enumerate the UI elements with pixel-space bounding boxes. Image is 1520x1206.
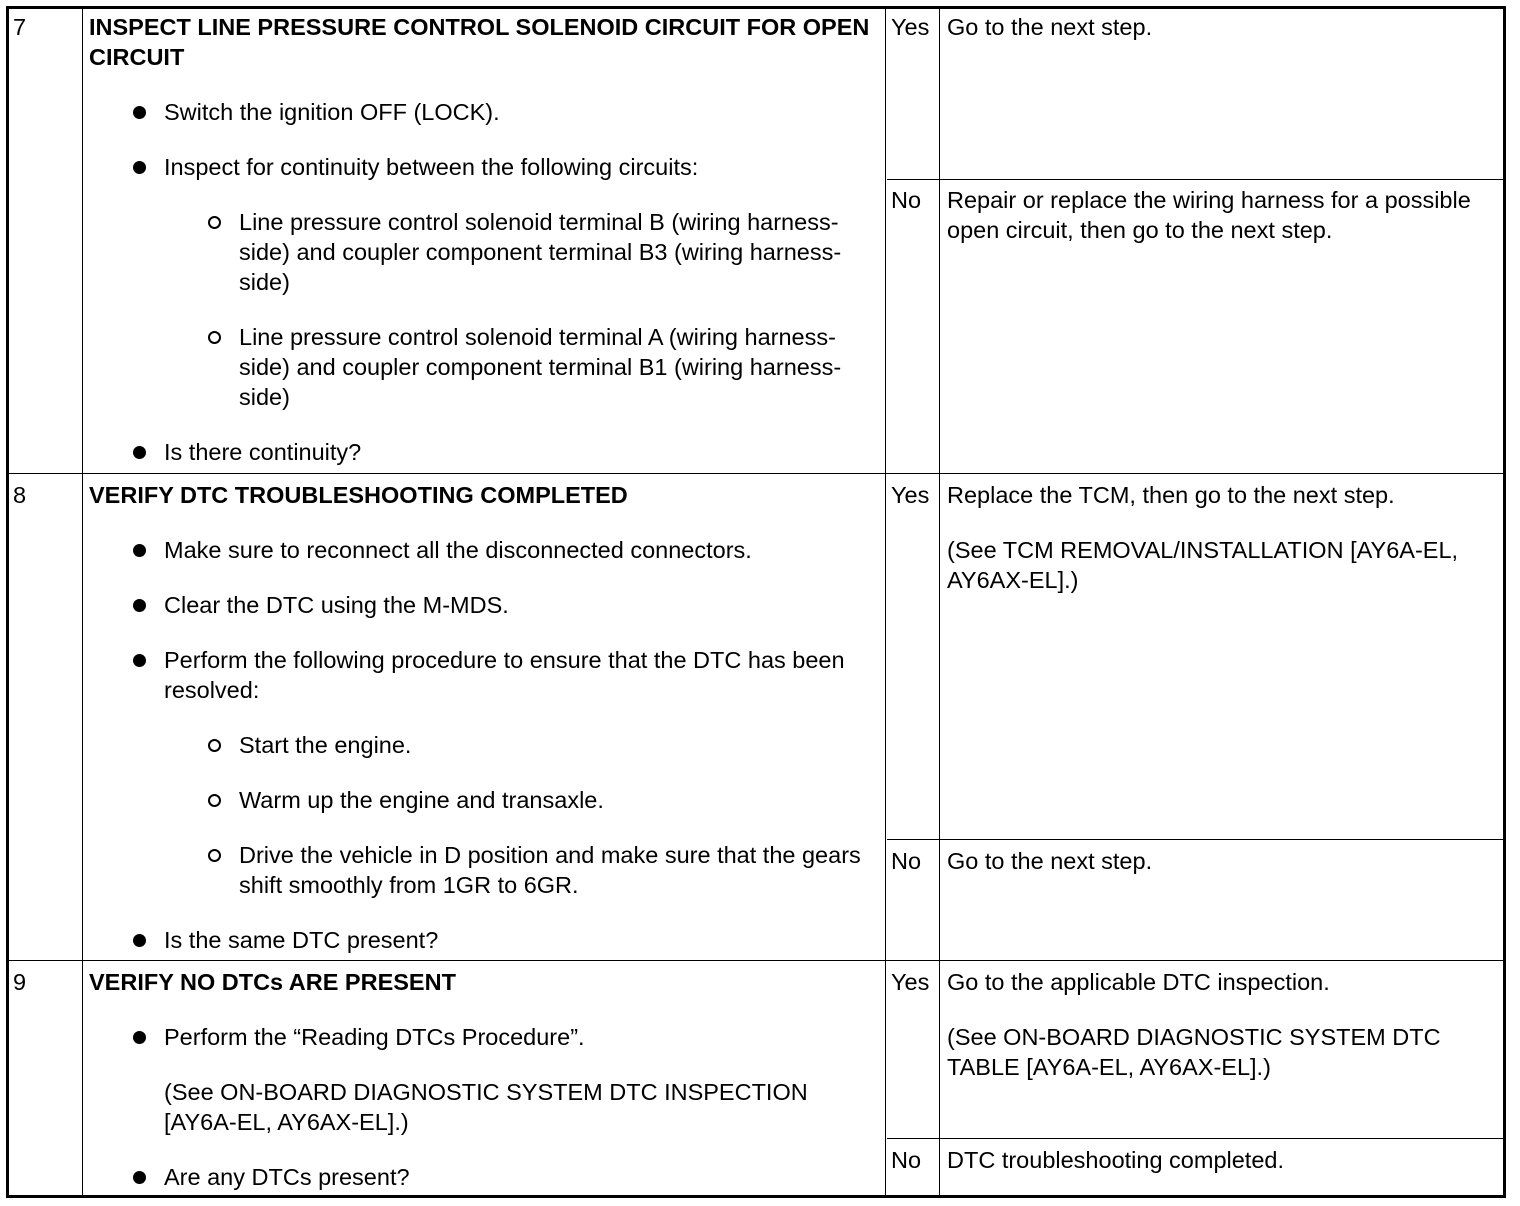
column-divider-step	[82, 9, 83, 1195]
step-7-no-label: No	[891, 187, 922, 213]
row-7-yes-no-divider	[887, 179, 1503, 180]
step-7-yes-action-text: Go to the next step.	[947, 14, 1153, 40]
step-8-bullet-1: Make sure to reconnect all the disconnected connectors.	[89, 535, 879, 565]
step-8-yes-action-text: Replace the TCM, then go to the next step.	[947, 482, 1395, 508]
step-9-bullet-1: Perform the “Reading DTCs Procedure”.	[89, 1022, 879, 1052]
step-8-yes-label: Yes	[891, 482, 930, 508]
step-7-number: 7	[13, 14, 27, 40]
step-7-bullet-2: Inspect for continuity between the following circuits:	[89, 152, 879, 182]
step-8-title: VERIFY DTC TROUBLESHOOTING COMPLETED	[89, 482, 628, 508]
step-8-subbullet-3: Drive the vehicle in D position and make sure that the gears shift smoothly from 1GR to 6GR.	[89, 840, 879, 900]
step-9-title: VERIFY NO DTCs ARE PRESENT	[89, 969, 456, 995]
step-9-yes-action	[947, 967, 1503, 1082]
step-9-yes-action-reference: (See ON-BOARD DIAGNOSTIC SYSTEM DTC TABLE [AY6A-EL, AY6AX-EL].)	[947, 1024, 1441, 1080]
step-7-title: INSPECT LINE PRESSURE CONTROL SOLENOID CIRCUIT FOR OPEN CIRCUIT	[89, 14, 870, 70]
step-8-content	[89, 480, 879, 955]
step-8-no-action-text: Go to the next step.	[947, 848, 1153, 874]
step-9-content	[89, 967, 879, 1192]
row-9-yes-no-divider	[887, 1138, 1503, 1139]
step-7-bullet-1: Switch the ignition OFF (LOCK).	[89, 97, 879, 127]
step-7-subbullet-1: Line pressure control solenoid terminal B (wiring harness-side) and coupler component terminal B3 (wiring harness-side)	[89, 207, 879, 297]
row-8-yes-no-divider	[887, 839, 1503, 840]
row-divider-8-9	[9, 960, 1503, 961]
step-8-subbullet-1: Start the engine.	[89, 730, 879, 760]
step-8-bullet-4: Is the same DTC present?	[89, 925, 879, 955]
step-8-yes-action-reference: (See TCM REMOVAL/INSTALLATION [AY6A-EL, AY6AX-EL].)	[947, 537, 1459, 593]
step-8-yes-action	[947, 480, 1503, 595]
step-8-bullet-2: Clear the DTC using the M-MDS.	[89, 590, 879, 620]
step-9-no-action-text: DTC troubleshooting completed.	[947, 1147, 1285, 1173]
step-7-subbullet-2: Line pressure control solenoid terminal A (wiring harness-side) and coupler component terminal B1 (wiring harness-side)	[89, 322, 879, 412]
step-7-yes-label: Yes	[891, 14, 930, 40]
step-9-bullet-2: Are any DTCs present?	[89, 1162, 879, 1192]
row-divider-7-8	[9, 473, 1503, 474]
step-8-number: 8	[13, 482, 27, 508]
step-9-bullet-1-reference: (See ON-BOARD DIAGNOSTIC SYSTEM DTC INSPECTION [AY6A-EL, AY6AX-EL].)	[164, 1079, 808, 1135]
diagnostic-procedure-table	[6, 6, 1506, 1198]
step-9-no-label: No	[891, 1147, 922, 1173]
step-7-no-action	[947, 185, 1503, 245]
step-7-yes-action	[947, 12, 1503, 42]
step-8-no-action	[947, 846, 1503, 876]
step-9-number: 9	[13, 969, 27, 995]
step-9-yes-label: Yes	[891, 969, 930, 995]
step-7-bullet-3: Is there continuity?	[89, 437, 879, 467]
step-8-bullet-3: Perform the following procedure to ensure that the DTC has been resolved:	[89, 645, 879, 705]
column-divider-content	[885, 9, 886, 1195]
step-9-no-action	[947, 1145, 1503, 1175]
step-7-no-action-text: Repair or replace the wiring harness for a possible open circuit, then go to the next step.	[947, 187, 1471, 243]
step-7-content	[89, 12, 879, 467]
step-9-yes-action-text: Go to the applicable DTC inspection.	[947, 969, 1330, 995]
step-8-no-label: No	[891, 848, 922, 874]
step-8-subbullet-2: Warm up the engine and transaxle.	[89, 785, 879, 815]
